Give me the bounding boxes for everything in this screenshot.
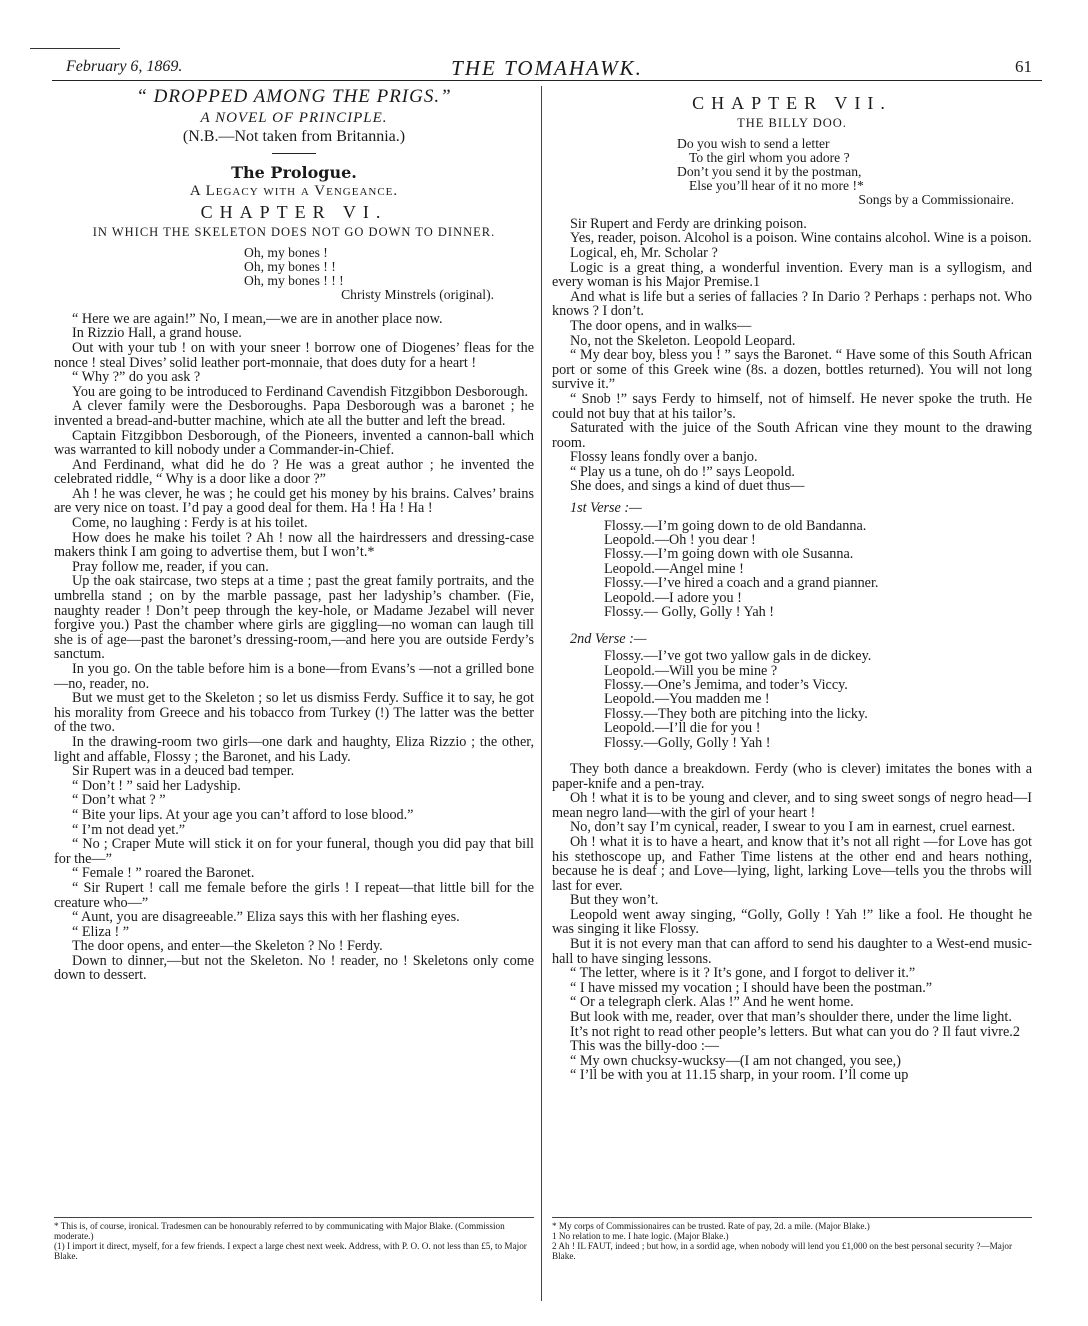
paragraph: In Rizzio Hall, a grand house. bbox=[72, 325, 242, 342]
epigraph-attribution: Christy Minstrels (original). bbox=[341, 287, 494, 303]
paragraph: Sir Rupert was in a deuced bad temper. bbox=[72, 763, 295, 780]
paragraph: But they won’t. bbox=[570, 892, 659, 909]
chapter-subheading: IN WHICH THE SKELETON DOES NOT GO DOWN TO DINNER. bbox=[92, 224, 496, 239]
story-note: (N.B.—Not taken from Britannia.) bbox=[182, 128, 406, 146]
paragraph: “ Don’t what ? ” bbox=[72, 792, 166, 809]
paragraph: “ My own chucksy-wucksy—(I am not changed, you see,) bbox=[570, 1052, 901, 1069]
verse-label: 1st Verse :— bbox=[570, 500, 642, 517]
paragraph: Logical, eh, Mr. Scholar ? bbox=[570, 244, 718, 261]
footnote: 2 Ah ! IL FAUT, indeed ; but how, in a sordid age, when nobody will lend you £1,000 on the best personal security ?—Major Blake. bbox=[552, 1241, 1013, 1261]
paragraph: “ The letter, where is it ? It’s gone, and I forgot to deliver it.” bbox=[570, 965, 916, 982]
paragraph: Leopold went away singing, “Golly, Golly ! Yah !” like a fool. He thought he was singing it like Flossy. bbox=[552, 906, 1032, 938]
verse-line: Oh, my bones ! ! bbox=[244, 259, 336, 275]
paragraph: “ I’m not dead yet.” bbox=[72, 821, 186, 838]
verse-line: Oh, my bones ! ! ! bbox=[244, 273, 344, 289]
dialog-line: Flossy.—Golly, Golly ! Yah ! bbox=[604, 734, 771, 751]
prologue-heading: The Prologue. bbox=[231, 162, 357, 182]
paragraph: But we must get to the Skeleton ; so let us dismiss Ferdy. Suffice it to say, he got his morality from Greece and his tobacco from Turkey (!) The latter was the better of the two. bbox=[54, 690, 534, 736]
paragraph: This was the billy-doo :— bbox=[570, 1038, 719, 1055]
paragraph: “ Play us a tune, oh do !” says Leopold. bbox=[570, 463, 795, 480]
verse-line: To the girl whom you adore ? bbox=[689, 150, 850, 166]
column-divider bbox=[541, 86, 542, 1301]
paragraph: “ I’ll be with you at 11.15 sharp, in your room. I’ll come up bbox=[570, 1067, 909, 1084]
paragraph: It’s not right to read other people’s letters. But what can you do ? Il faut vivre.2 bbox=[570, 1023, 1020, 1040]
dialog-line: Leopold.—Angel mine ! bbox=[604, 560, 744, 577]
dialog-line: Flossy.—They both are pitching into the licky. bbox=[604, 705, 868, 722]
paragraph: “ Eliza ! ” bbox=[72, 923, 130, 940]
paragraph: Captain Fitzgibbon Desborough, of the Pioneers, invented a cannon-ball which was warranted to kill nobody under a Commander-in-Chief. bbox=[54, 427, 534, 459]
chapter-heading: CHAPTER VI. bbox=[200, 201, 388, 222]
paragraph: Sir Rupert and Ferdy are drinking poison. bbox=[570, 215, 807, 232]
paragraph: In you go. On the table before him is a bone—from Evans’s —not a grilled bone—no, reader, no. bbox=[54, 661, 534, 692]
paragraph: No, not the Skeleton. Leopold Leopard. bbox=[570, 332, 796, 349]
right-footnotes bbox=[552, 1217, 1032, 1261]
paragraph: No, don’t say I’m cynical, reader, I swear to you I am in earnest, cruel earnest. bbox=[570, 819, 1016, 836]
paragraph: “ Aunt, you are disagreeable.” Eliza says this with her flashing eyes. bbox=[72, 909, 460, 926]
legacy-heading: A Legacy with a Vengeance. bbox=[189, 183, 399, 200]
paragraph: The door opens, and in walks— bbox=[570, 317, 752, 334]
paragraph: “ I have missed my vocation ; I should have been the postman.” bbox=[570, 979, 933, 996]
paragraph: “ No ; Craper Mute will stick it on for your funeral, though you did pay that bill for the—” bbox=[54, 836, 534, 867]
paragraph: “ Sir Rupert ! call me female before the girls ! I repeat—that little bill for the creature who—” bbox=[54, 879, 534, 911]
verse-line: Don’t you send it by the postman, bbox=[677, 164, 862, 180]
issue-date: February 6, 1869. bbox=[66, 58, 183, 75]
paragraph: “ Here we are again!” No, I mean,—we are in another place now. bbox=[72, 310, 443, 327]
paragraph: And what is life but a series of fallacies ? In Dario ? Perhaps : perhaps not. Who knows ? I don’t. bbox=[552, 288, 1032, 320]
masthead-title: THE TOMAHAWK. bbox=[451, 56, 643, 80]
paragraph: How does he make his toilet ? Ah ! now all the hairdressers and dressing-case makers think I am going to advertise them, but I won’t.* bbox=[54, 529, 534, 561]
paragraph: Oh ! what it is to have a heart, and know that it’s not all right —for Love has got his stethoscope up, and Father Time listens at the other end and hears nothing, because he is deaf ; and Love—lying, light, larking Love—tells you the throbs will last for ever. bbox=[552, 833, 1032, 894]
dialog-line: Flossy.— Golly, Golly ! Yah ! bbox=[604, 604, 775, 621]
paragraph: Saturated with the juice of the South African vine they mount to the drawing room. bbox=[552, 420, 1032, 451]
epigraph-verse bbox=[677, 137, 1032, 193]
right-column bbox=[552, 88, 1032, 1083]
verse-line: Oh, my bones ! bbox=[244, 245, 328, 261]
verse-line: Else you’ll hear of it no more !* bbox=[689, 178, 864, 194]
paragraph: Up the oak staircase, two steps at a time ; past the great family portraits, and the umbrella stand ; on by the marble passage, past her ladyship’s chamber. (Fie, naughty reader ! Don’t peep through the key-hole, or Madame Jezabel will never forgive you.) Past the chamber where girls are giggling—no woman can laugh till she is of age—past the baronet’s dressing-room,—and here you are outside Ferdy’s sanctum. bbox=[54, 573, 534, 663]
dialog-line: Flossy.—I’m going down to de old Bandanna. bbox=[604, 517, 867, 534]
dialog-line: Flossy.—I’ve hired a coach and a grand pianner. bbox=[604, 575, 879, 592]
story-subtitle: A NOVEL OF PRINCIPLE. bbox=[200, 109, 388, 126]
paragraph: Yes, reader, poison. Alcohol is a poison. Wine contains alcohol. Wine is a poison. bbox=[570, 230, 1032, 247]
dialog-line: Leopold.—I’ll die for you ! bbox=[604, 720, 761, 737]
footnote: 1 No relation to me. I hate logic. (Major Blake.) bbox=[552, 1231, 729, 1241]
verse-label: 2nd Verse :— bbox=[570, 630, 647, 647]
paragraph: Pray follow me, reader, if you can. bbox=[72, 558, 269, 575]
short-rule bbox=[272, 153, 316, 154]
paragraph: “ Why ?” do you ask ? bbox=[72, 369, 201, 386]
left-body bbox=[54, 312, 534, 983]
paragraph: You are going to be introduced to Ferdinand Cavendish Fitzgibbon Desborough. bbox=[72, 383, 529, 400]
right-body-b bbox=[552, 762, 1032, 1083]
dialog-line: Leopold.—Oh ! you dear ! bbox=[604, 532, 756, 549]
paragraph: They both dance a breakdown. Ferdy (who is clever) imitates the bones with a paper-knife and a pen-tray. bbox=[552, 760, 1032, 792]
paragraph: “ Bite your lips. At your age you can’t afford to lose blood.” bbox=[72, 806, 414, 823]
page-header bbox=[52, 52, 1042, 81]
duet-verse-2 bbox=[604, 649, 1032, 750]
paragraph: But look with me, reader, over that man’s shoulder there, under the lime light. bbox=[570, 1009, 1012, 1026]
paragraph: “ Female ! ” roared the Baronet. bbox=[72, 865, 255, 882]
paragraph: Down to dinner,—but not the Skeleton. No ! reader, no ! Skeletons only come down to dessert. bbox=[54, 952, 534, 984]
paragraph: “ Or a telegraph clerk. Alas !” And he went home. bbox=[570, 994, 854, 1011]
footnote: * This is, of course, ironical. Tradesmen can be honourably referred to by communicating with Major Blake. (Commission moderate.) bbox=[54, 1221, 505, 1241]
footnote: * My corps of Commissionaires can be trusted. Rate of pay, 2d. a mile. (Major Blake.) bbox=[552, 1221, 870, 1231]
epigraph-verse bbox=[244, 246, 534, 288]
paragraph: But it is not every man that can afford to send his daughter to a West-end music-hall to have singing lessons. bbox=[552, 936, 1032, 967]
paragraph: Ah ! he was clever, he was ; he could get his money by his brains. Calves’ brains are very nice on toast. I’d pay a good deal for them. Ha ! Ha ! Ha ! bbox=[54, 485, 534, 517]
duet-verse-1 bbox=[604, 519, 1032, 620]
paragraph: A clever family were the Desboroughs. Papa Desborough was a baronet ; he invented a bread-and-butter machine, which ate all the butter and left the bread. bbox=[54, 398, 534, 429]
dialog-line: Leopold.—I adore you ! bbox=[604, 589, 742, 606]
paragraph: And Ferdinand, what did he do ? He was a great author ; he invented the celebrated riddle, “ Why is a door like a door ?” bbox=[54, 456, 534, 488]
dialog-line: Flossy.—I’m going down with ole Susanna. bbox=[604, 546, 854, 563]
paragraph: In the drawing-room two girls—one dark and haughty, Eliza Rizzio ; the other, light and affable, Flossy ; the Baronet, and his Lady. bbox=[54, 733, 534, 765]
verse-line: Do you wish to send a letter bbox=[677, 136, 830, 152]
dialog-line: Leopold.—Will you be mine ? bbox=[604, 662, 778, 679]
paragraph: “ My dear boy, bless you ! ” says the Baronet. “ Have some of this South African port or some of this Greek wine (8s. a dozen, bottles returned). You will not long survive it.” bbox=[552, 347, 1032, 393]
dialog-line: Leopold.—You madden me ! bbox=[604, 691, 770, 708]
paragraph: “ Snob !” says Ferdy to himself, not of himself. He never spoke the truth. He could not buy that at his tailor’s. bbox=[552, 390, 1032, 422]
paragraph: She does, and sings a kind of duet thus— bbox=[570, 478, 805, 495]
right-body-a bbox=[552, 217, 1032, 494]
top-rule bbox=[30, 48, 120, 49]
left-footnotes bbox=[54, 1217, 534, 1261]
chapter-heading: CHAPTER VII. bbox=[692, 93, 892, 113]
paragraph: The door opens, and enter—the Skeleton ? No ! Ferdy. bbox=[72, 938, 383, 955]
story-title: “ DROPPED AMONG THE PRIGS.” bbox=[136, 86, 452, 107]
chapter-subheading: THE BILLY DOO. bbox=[737, 115, 847, 130]
footnote: (1) I import it direct, myself, for a few friends. I expect a large chest next week. Address, with P. O. O. not less than £5, to Major Blake. bbox=[54, 1241, 527, 1261]
page-number: 61 bbox=[1015, 57, 1032, 76]
epigraph-attribution: Songs by a Commissionaire. bbox=[858, 192, 1014, 208]
dialog-line: Flossy.—I’ve got two yallow gals in de dickey. bbox=[604, 648, 872, 665]
paragraph: Out with your tub ! on with your sneer ! borrow one of Diogenes’ fleas for the nonce ! steal Dives’ solid leather port-monnaie, that does duty for a heart ! bbox=[54, 339, 534, 371]
paragraph: Come, no laughing : Ferdy is at his toilet. bbox=[72, 515, 308, 532]
left-column bbox=[54, 88, 534, 983]
paragraph: Oh ! what it is to be young and clever, and to sing sweet songs of negro head—I mean negro land—with the girl of your heart ! bbox=[552, 790, 1032, 821]
dialog-line: Flossy.—One’s Jemima, and toder’s Viccy. bbox=[604, 676, 848, 693]
paragraph: “ Don’t ! ” said her Ladyship. bbox=[72, 777, 241, 794]
paragraph: Logic is a great thing, a wonderful invention. Every man is a syllogism, and every woman is his Major Premise.1 bbox=[552, 259, 1032, 291]
paragraph: Flossy leans fondly over a banjo. bbox=[570, 449, 758, 466]
